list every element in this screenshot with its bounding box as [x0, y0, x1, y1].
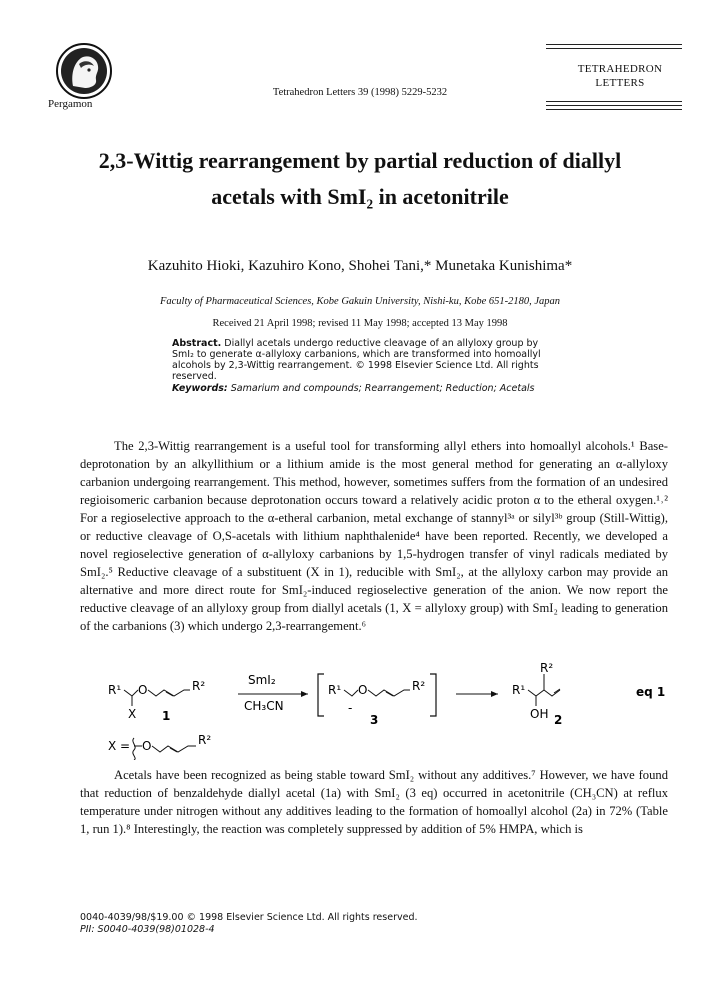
abstract — [172, 338, 552, 382]
scheme-o1: O — [138, 683, 148, 697]
solvent-label: CH₃CN — [244, 699, 284, 713]
footer-copyright: 0040-4039/98/$19.00 © 1998 Elsevier Science Ltd. All rights reserved. — [80, 912, 418, 923]
scheme-o-x: O — [142, 739, 152, 753]
header-rule-bottom-2 — [546, 105, 682, 106]
compound-2-label: 2 — [554, 713, 563, 727]
scheme-r1-2: R¹ — [512, 683, 526, 697]
scheme-r1: R¹ — [108, 683, 122, 697]
scheme-x: X — [128, 707, 137, 721]
footer-pii: PII: S0040-4039(98)01028-4 — [80, 924, 215, 935]
affiliation: Faculty of Pharmaceutical Sciences, Kobe Gakuin University, Nishi-ku, Kobe 651-2180, Japan — [159, 296, 561, 307]
scheme-r2-2: R² — [540, 661, 554, 675]
journal-name-line2: LETTERS — [595, 77, 645, 89]
scheme-o3: O — [358, 683, 368, 697]
header-rule-top-2 — [546, 48, 682, 49]
compound-1-label: 1 — [162, 709, 171, 723]
scheme-oh: OH — [530, 707, 549, 721]
abstract-text: Diallyl acetals undergo reductive cleavage of an allyloxy group by SmI₂ to generate α-allyloxy carbanions, which are transformed into homoallyl alcohols by 2,3-Wittig rearrangement. © 1998 Elsevier Science Ltd. All rights reserved. — [172, 338, 541, 382]
body-paragraph-1 — [80, 437, 668, 635]
scheme-r2-1: R² — [192, 679, 206, 693]
footer — [80, 912, 418, 936]
compound-3-label: 3 — [370, 713, 379, 727]
title-line-1: 2,3-Wittig rearrangement by partial reduction of diallyl — [98, 148, 622, 173]
keywords-text: Samarium and compounds; Rearrangement; Reduction; Acetals — [230, 383, 535, 394]
paragraph-2-text: Acetals have been recognized as being stable toward SmI₂ without any additives.⁷ However, we have found that reduction of benzaldehyde diallyl acetal (1a) with SmI₂ (3 eq) occurred in acetonitrile (CH₃CN) at reflux temperature under nitrogen without any additives leading to the formation of homoallyl alcohol (2a) in 72% (Table 1, run 1).⁸ Interestingly, the reaction was completely suppressed by addition of 5% HMPA, which is — [80, 768, 668, 836]
scheme-r2-x: R² — [198, 733, 212, 747]
header-rule-top — [546, 44, 682, 45]
x-definition-label: X = — [108, 739, 131, 753]
article-title — [60, 143, 660, 215]
journal-name-line1: TETRAHEDRON — [577, 63, 663, 75]
received-dates: Received 21 April 1998; revised 11 May 1998; accepted 13 May 1998 — [212, 318, 508, 329]
reaction-scheme — [80, 660, 680, 760]
keywords-label: Keywords: — [172, 383, 228, 394]
reagent-label: SmI₂ — [248, 673, 276, 687]
scheme-r1-3: R¹ — [328, 683, 342, 697]
header-rule-bottom-3 — [546, 109, 682, 110]
publisher-name: Pergamon — [48, 98, 93, 110]
keywords — [172, 383, 535, 394]
abstract-label: Abstract. — [172, 338, 222, 349]
title-line-2: acetals with SmI₂ in acetonitrile — [211, 184, 509, 209]
journal-citation: Tetrahedron Letters 39 (1998) 5229-5232 — [272, 87, 448, 98]
body-paragraph-2 — [80, 766, 668, 838]
equation-label: eq 1 — [636, 685, 666, 699]
paragraph-1-text: The 2,3-Wittig rearrangement is a useful tool for transforming allyl ethers into homoallyl alcohols.¹ Base-deprotonation by an alkyllithium or a lithium amide is the most general method for generating an α-allyloxy carbanion undergoing rearrangement. This method, however, sometimes suffers from the formation of an undesired regioisomeric carbanion because deprotonation occurs toward a relatively acidic proton α to the etheral oxygen.¹˒² For a regioselective approach to the α-etheral carbanion, metal exchange of stannyl³ᵃ or silyl³ᵇ group (Still-Wittig), or reductive cleavage of O,S-acetals with lithium naphthalenide⁴ have been reported. Recently, we developed a novel regioselective generation of α-allyloxy carbanions by 1,5-hydrogen transfer of vinyl radicals mediated by SmI₂.⁵ Reductive cleavage of a substituent (X in 1), reducible with SmI₂, at the allyloxy carbon may provide an alternative and more direct route for SmI₂-induced regioselective generation of the anion. We now report the reductive cleavage of an allyloxy group from diallyl acetals (1, X = allyloxy group) with SmI₂ leading to generation of the carbanions (3) which undergo 2,3-rearrangement.⁶ — [80, 439, 668, 633]
authors: Kazuhito Hioki, Kazuhiro Kono, Shohei Tani,* Munetaka Kunishima* — [147, 258, 573, 274]
journal-name — [560, 62, 680, 90]
carbanion-charge: - — [348, 701, 353, 715]
header-rule-bottom — [546, 101, 682, 102]
scheme-r2-3: R² — [412, 679, 426, 693]
